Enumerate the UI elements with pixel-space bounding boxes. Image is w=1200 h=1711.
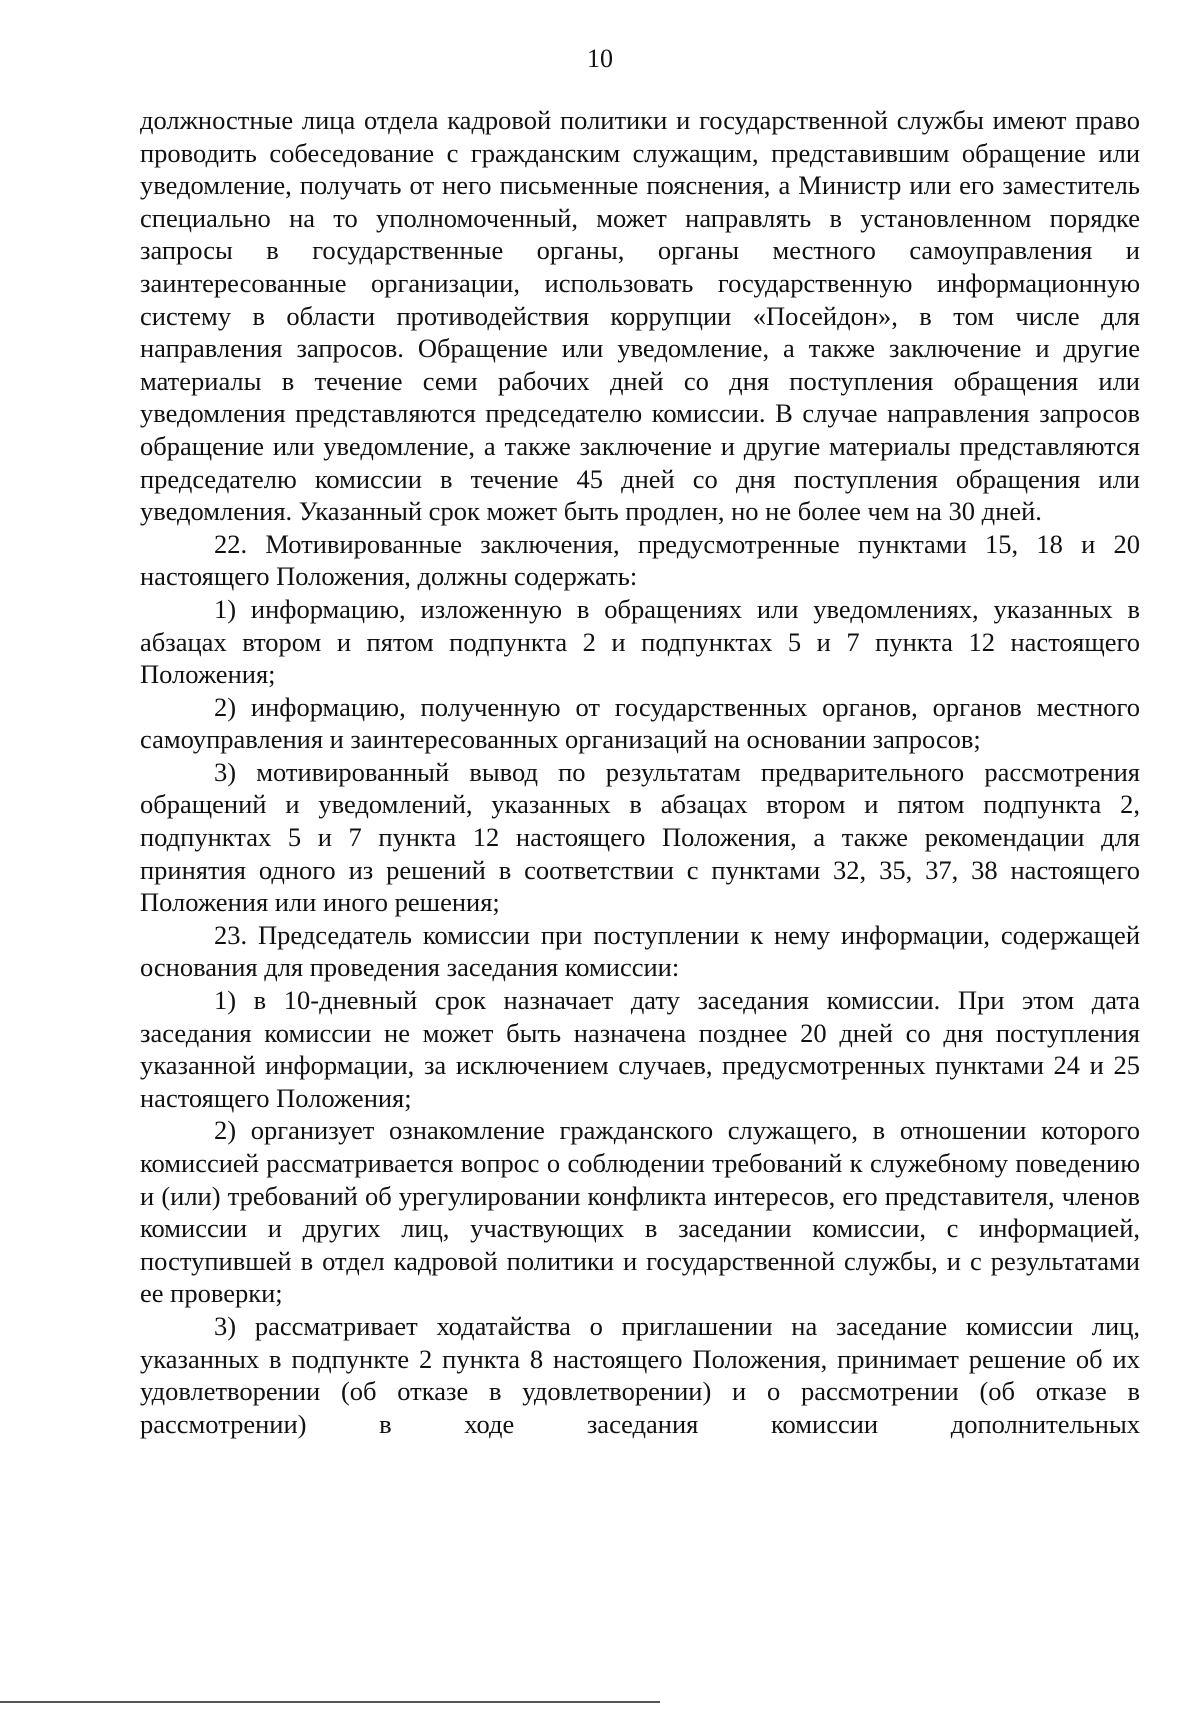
page-number: 10 <box>587 44 613 73</box>
document-body <box>140 104 1140 1440</box>
scan-bottom-edge <box>0 1701 660 1703</box>
paragraph-item-22: 22. Мотивированные заключения, предусмотренные пунктами 15, 18 и 20 настоящего Положения, должны содержать: <box>140 528 1140 592</box>
paragraph-item-22-2: 2) информацию, полученную от государственных органов, органов местного самоуправления и заинтересованных организаций на основании запросов; <box>140 691 1140 755</box>
paragraph-item-23-2: 2) организует ознакомление гражданского служащего, в отношении которого комиссией рассматривается вопрос о соблюдении требований к служебному поведению и (или) требований об урегулировании конфликта интересов, его представителя, членов комиссии и других лиц, участвующих в заседании комиссии, с информацией, поступившей в отдел кадровой политики и государственной службы, и с результатами ее проверки; <box>140 1115 1140 1309</box>
paragraph-item-22-3: 3) мотивированный вывод по результатам предварительного рассмотрения обращений и уведомлений, указанных в абзацах втором и пятом подпункта 2, подпунктах 5 и 7 пункта 12 настоящего Положения, а также рекомендации для принятия одного из решений в соответствии с пунктами 32, 35, 37, 38 настоящего Положения или иного решения; <box>140 756 1140 918</box>
paragraph-item-22-1: 1) информацию, изложенную в обращениях или уведомлениях, указанных в абзацах втором и пятом подпункта 2 и подпунктах 5 и 7 пункта 12 настоящего Положения; <box>140 593 1140 690</box>
paragraph-item-23-1: 1) в 10-дневный срок назначает дату заседания комиссии. При этом дата заседания комиссии не может быть назначена позднее 20 дней со дня поступления указанной информации, за исключением случаев, предусмотренных пунктами 24 и 25 настоящего Положения; <box>140 985 1140 1113</box>
paragraph-continuation: должностные лица отдела кадровой политики и государственной службы имеют право проводить собеседование с гражданским служащим, представившим обращение или уведомление, получать от него письменные пояснения, а Министр или его заместитель специально на то уполномоченный, может направлять в установленном порядке запросы в государственные органы, органы местного самоуправления и заинтересованные организации, использовать государственную информационную систему в области противодействия коррупции «Посейдон», в том числе для направления запросов. Обращение или уведомление, а также заключение и другие материалы в течение семи рабочих дней со дня поступления обращения или уведомления представляются председателю комиссии. В случае направления запросов обращение или уведомление, а также заключение и другие материалы представляются председателю комиссии в течение 45 дней со дня поступления обращения или уведомления. Указанный срок может быть продлен, но не более чем на 30 дней. <box>140 105 1140 527</box>
paragraph-item-23: 23. Председатель комиссии при поступлении к нему информации, содержащей основания для проведения заседания комиссии: <box>140 919 1140 983</box>
paragraph-item-23-3: 3) рассматривает ходатайства о приглашении на заседание комиссии лиц, указанных в подпункте 2 пункта 8 настоящего Положения, принимает решение об их удовлетворении (об отказе в удовлетворении) и о рассмотрении (об отказе в рассмотрении) в ходе заседания комиссии дополнительных <box>140 1310 1140 1439</box>
